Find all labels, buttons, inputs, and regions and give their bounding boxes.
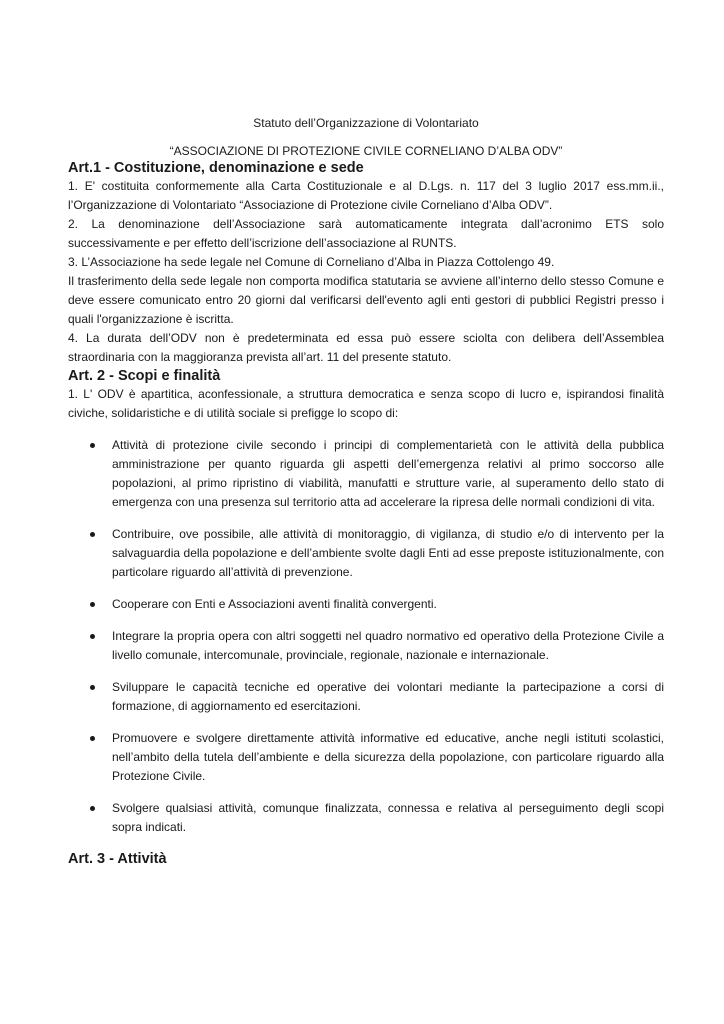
document-title-block	[68, 115, 664, 159]
list-item-text: Promuovere e svolgere direttamente attività informative ed educative, anche negli istituti scolastici, nell’ambito della tutela dell’ambiente e della sicurezza della popolazione, con particolare riguardo alla Protezione Civile.	[112, 731, 664, 783]
article-2-heading: Art. 2 - Scopi e finalità	[68, 368, 221, 384]
article-2-paragraph-1: 1. L' ODV è apartitica, aconfessionale, a struttura democratica e senza scopo di lucro e, ispirandosi finalità civiche, solidaristiche e di utilità sociale si prefigge lo scopo di:	[68, 387, 664, 420]
article-1-heading: Art.1 - Costituzione, denominazione e sede	[68, 160, 364, 176]
list-item-text: Sviluppare le capacità tecniche ed operative dei volontari mediante la partecipazione a corsi di formazione, di aggiornamento ed esercitazioni.	[112, 680, 664, 713]
list-item-text: Contribuire, ove possibile, alle attività di monitoraggio, di vigilanza, di studio e/o di intervento per la salvaguardia della popolazione e dell’ambiente svolte dagli Enti ad esse preposte istituzionalmente, con particolare riguardo all’attività di prevenzione.	[112, 527, 664, 579]
list-item	[68, 595, 664, 614]
bullet-icon	[90, 736, 95, 741]
list-item	[68, 678, 664, 716]
list-item-text: Cooperare con Enti e Associazioni aventi finalità convergenti.	[112, 597, 437, 611]
list-item	[68, 729, 664, 786]
list-item-text: Integrare la propria opera con altri soggetti nel quadro normativo ed operativo della Protezione Civile a livello comunale, intercomunale, provinciale, regionale, nazionale e internazionale.	[112, 629, 664, 662]
article-1-paragraph-2: 2. La denominazione dell’Associazione sarà automaticamente integrata dall’acronimo ETS solo successivamente e per effetto dell’iscrizione dell’associazione al RUNTS.	[68, 217, 664, 250]
article-1-paragraph-4: 4. La durata dell’ODV non è predeterminata ed essa può essere sciolta con delibera dell’Assemblea straordinaria con la maggioranza prevista all’art. 11 del presente statuto.	[68, 331, 664, 364]
bullet-icon	[90, 634, 95, 639]
article-1-paragraph-1: 1. E' costituita conformemente alla Carta Costituzionale e al D.Lgs. n. 117 del 3 luglio 2017 ess.mm.ii., l’Organizzazione di Volontariato “Associazione di Protezione civile Corneliano d’Alba ODV”.	[68, 179, 664, 212]
bullet-icon	[90, 602, 95, 607]
article-3	[68, 850, 664, 868]
list-item	[68, 799, 664, 837]
list-item	[68, 436, 664, 512]
article-3-heading: Art. 3 - Attività	[68, 851, 167, 867]
article-2	[68, 367, 664, 837]
list-item-text: Svolgere qualsiasi attività, comunque finalizzata, connessa e relativa al perseguimento degli scopi sopra indicati.	[112, 801, 664, 834]
bullet-icon	[90, 685, 95, 690]
document-title: Statuto dell’Organizzazione di Volontariato	[253, 116, 479, 130]
bullet-icon	[90, 443, 95, 448]
bullet-icon	[90, 532, 95, 537]
association-name: “ASSOCIAZIONE DI PROTEZIONE CIVILE CORNELIANO D’ALBA ODV”	[169, 144, 563, 158]
list-item-text: Attività di protezione civile secondo i principi di complementarietà con le attività della pubblica amministrazione per quanto riguarda gli aspetti dell’emergenza relativi al primo soccorso alle popolazioni, al primo ripristino di viabilità, manufatti e strutture varie, al superamento dello stato di emergenza con una presenza sul territorio atta ad accelerare la ripresa delle normali condizioni di vita.	[112, 438, 664, 509]
list-item	[68, 627, 664, 665]
article-1-paragraph-3: 3. L’Associazione ha sede legale nel Comune di Corneliano d’Alba in Piazza Cottolengo 49.	[68, 255, 555, 269]
list-item	[68, 525, 664, 582]
article-1	[68, 159, 664, 367]
bullet-icon	[90, 806, 95, 811]
article-1-paragraph-3b: Il trasferimento della sede legale non comporta modifica statutaria se avviene all’interno dello stesso Comune e deve essere comunicato entro 20 giorni dal verificarsi dell'evento agli enti gestori di pubblici Registri presso i quali l'organizzazione è iscritta.	[68, 274, 664, 326]
article-2-bullet-list	[68, 436, 664, 837]
